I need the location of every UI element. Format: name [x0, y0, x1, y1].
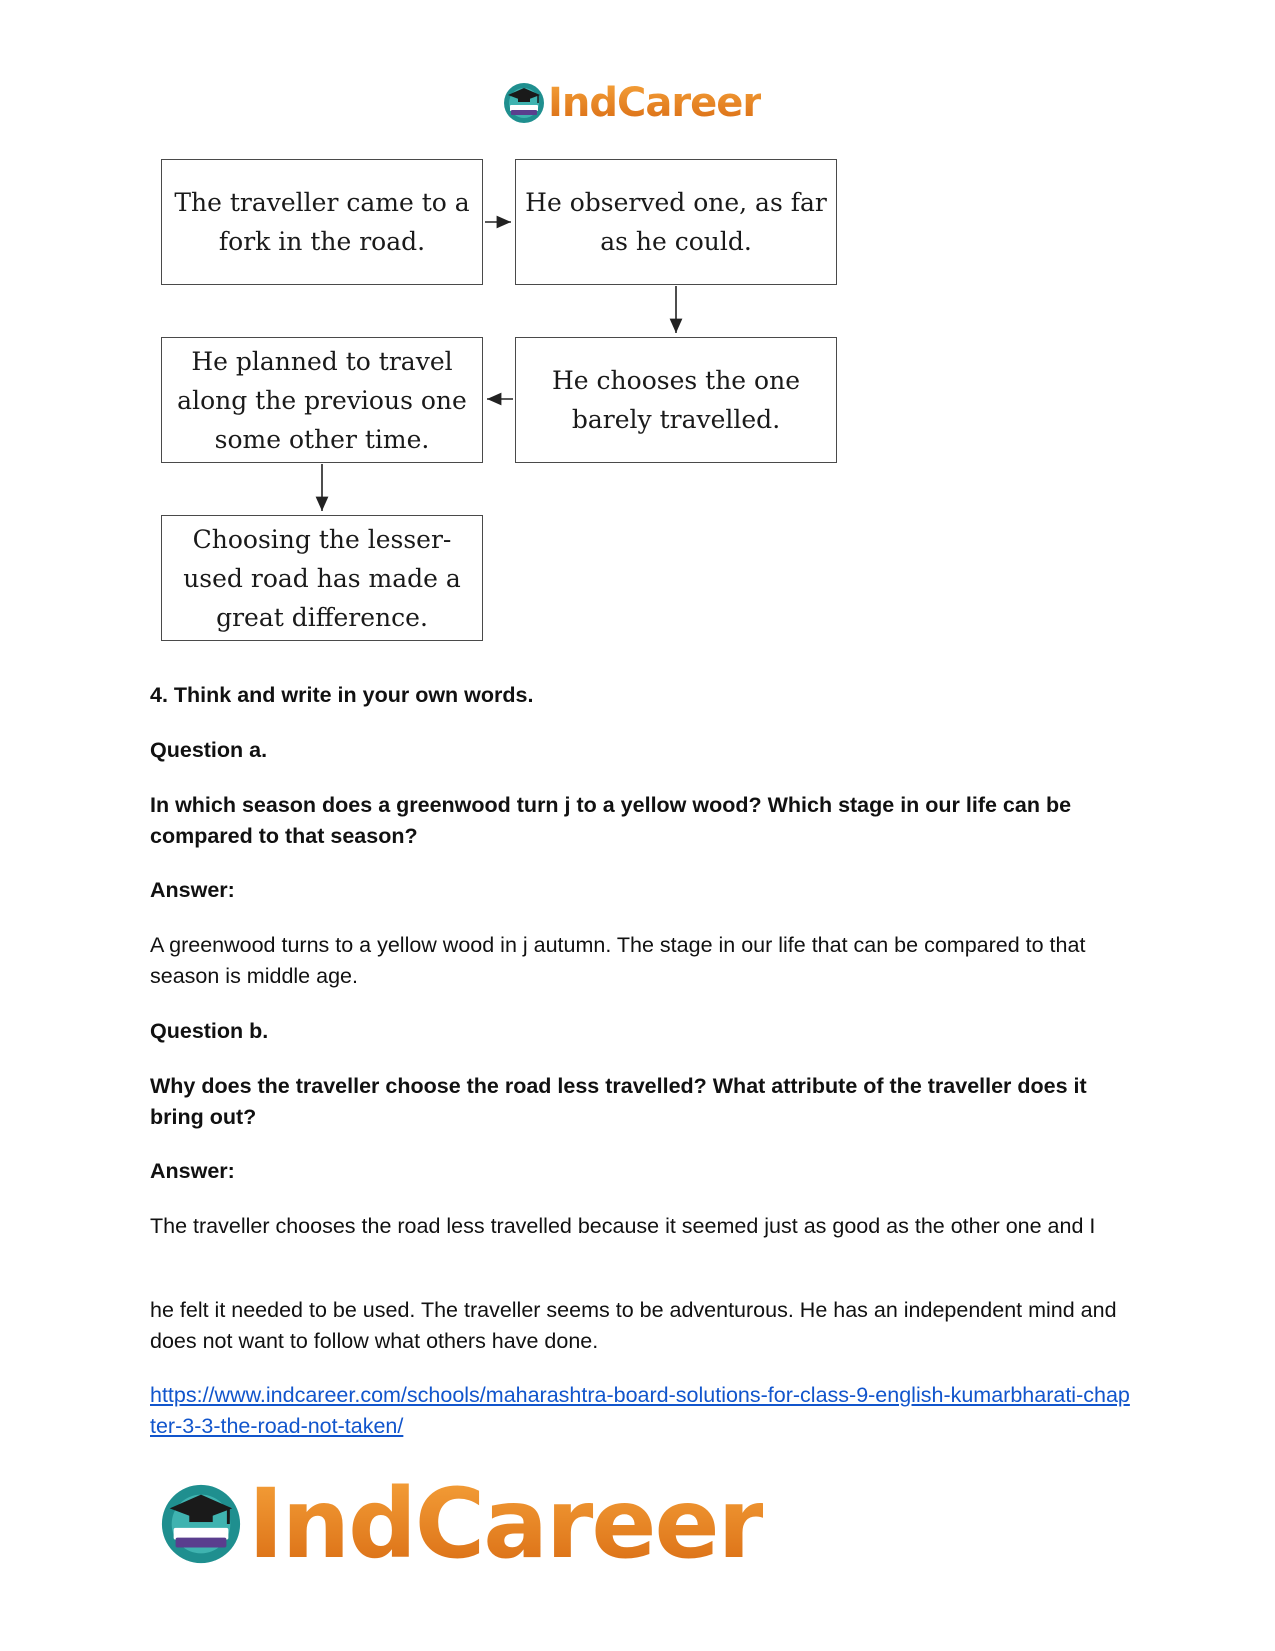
flow-box-chooses: He chooses the one barely travelled.	[515, 337, 837, 463]
answer-b-label: Answer:	[150, 1159, 235, 1183]
section-heading: 4. Think and write in your own words.	[150, 683, 534, 707]
answer-b-text-1: The traveller chooses the road less travelled because it seemed just as good as the other one and I	[150, 1214, 1096, 1238]
question-a-text: In which season does a greenwood turn j to a yellow wood? Which stage in our life can be compared to that season?	[150, 793, 1072, 848]
answer-b-text-2: he felt it needed to be used. The traveller seems to be adventurous. He has an independent mind and does not want to follow what others have done.	[150, 1298, 1117, 1353]
flow-box-fork: The traveller came to a fork in the road.	[161, 159, 483, 285]
graduation-book-icon	[502, 81, 546, 125]
brand-wordmark: IndCareer	[248, 1468, 763, 1580]
question-a-label: Question a.	[150, 738, 268, 762]
graduation-book-icon	[158, 1481, 244, 1567]
brand-wordmark: IndCareer	[548, 80, 762, 126]
answer-a-text: A greenwood turns to a yellow wood in j autumn. The stage in our life that can be compared to that season is middle age.	[150, 933, 1086, 988]
question-b-text: Why does the traveller choose the road less travelled? What attribute of the traveller does it bring out?	[150, 1074, 1087, 1129]
flow-box-difference: Choosing the lesser-used road has made a great difference.	[161, 515, 483, 641]
source-link[interactable]: https://www.indcareer.com/schools/maharashtra-board-solutions-for-class-9-english-kumarbharati-chapter-3-3-the-road-not-taken/	[150, 1383, 1130, 1438]
indcareer-logo-top	[502, 80, 761, 126]
flow-box-planned: He planned to travel along the previous one some other time.	[161, 337, 483, 463]
answer-a-label: Answer:	[150, 878, 235, 902]
indcareer-logo-bottom	[158, 1468, 763, 1580]
flow-box-observed: He observed one, as far as he could.	[515, 159, 837, 285]
question-b-label: Question b.	[150, 1019, 269, 1043]
